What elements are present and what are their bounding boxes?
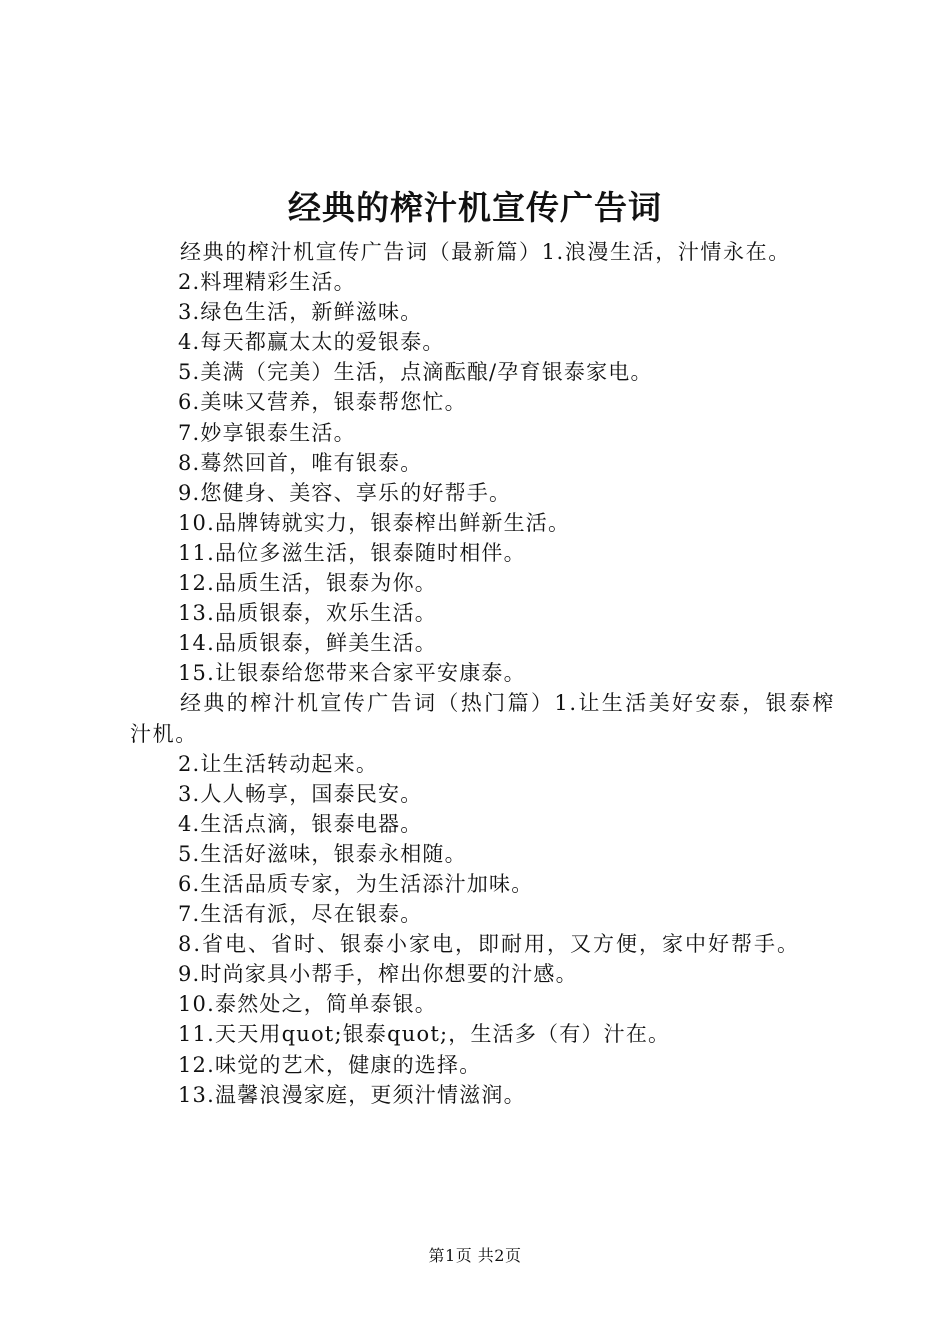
- slogan-item: 4.每天都赢太太的爱银泰。: [178, 330, 445, 355]
- slogan-item: 7.生活有派，尽在银泰。: [178, 902, 423, 927]
- slogan-item: 8.省电、省时、银泰小家电，即耐用，又方便，家中好帮手。: [178, 932, 801, 957]
- page-footer: 第1页 共2页: [428, 1246, 522, 1265]
- slogan-item: 9.时尚家具小帮手，榨出你想要的汁感。: [178, 962, 578, 987]
- slogan-item: 6.生活品质专家，为生活添汁加味。: [178, 871, 534, 896]
- slogan-item: 9.您健身、美容、享乐的好帮手。: [178, 480, 512, 505]
- slogan-item: 12.品质生活，银泰为你。: [178, 571, 437, 596]
- slogan-item: 8.蓦然回首，唯有银泰。: [178, 450, 423, 475]
- slogan-item: 10.泰然处之，简单泰银。: [178, 992, 437, 1017]
- slogan-item: 14.品质银泰，鲜美生活。: [178, 631, 437, 656]
- section-intro-latest: 经典的榨汁机宣传广告词（最新篇）1.浪漫生活，汁情永在。: [180, 240, 791, 264]
- document-body: [130, 237, 835, 1110]
- slogan-item: 5.生活好滋味，银泰永相随。: [178, 841, 467, 866]
- slogan-item: 11.品位多滋生活，银泰随时相伴。: [178, 540, 526, 565]
- slogan-item: 3.人人畅享，国泰民安。: [178, 781, 423, 806]
- slogan-item: 13.温馨浪漫家庭，更须汁情滋润。: [178, 1082, 526, 1107]
- section-intro-popular: 经典的榨汁机宣传广告词（热门篇）1.让生活美好安泰，银泰榨汁机。: [130, 691, 835, 746]
- slogan-item: 4.生活点滴，银泰电器。: [178, 811, 423, 836]
- slogan-item: 12.味觉的艺术，健康的选择。: [178, 1052, 482, 1077]
- slogan-item: 2.让生活转动起来。: [178, 751, 379, 776]
- slogan-item: 6.美味又营养，银泰帮您忙。: [178, 390, 467, 415]
- slogan-item: 7.妙享银泰生活。: [178, 420, 356, 445]
- slogan-item: 3.绿色生活，新鲜滋味。: [178, 300, 423, 325]
- slogan-item: 11.天天用quot;银泰quot;，生活多（有）汁在。: [178, 1022, 671, 1047]
- slogan-item: 15.让银泰给您带来合家平安康泰。: [178, 661, 526, 686]
- slogan-item: 10.品牌铸就实力，银泰榨出鲜新生活。: [178, 510, 571, 535]
- slogan-item: 5.美满（完美）生活，点滴酝酿/孕育银泰家电。: [178, 360, 653, 385]
- page-title: 经典的榨汁机宣传广告词: [288, 188, 662, 227]
- slogan-item: 13.品质银泰，欢乐生活。: [178, 601, 437, 626]
- slogan-item: 2.料理精彩生活。: [178, 270, 356, 295]
